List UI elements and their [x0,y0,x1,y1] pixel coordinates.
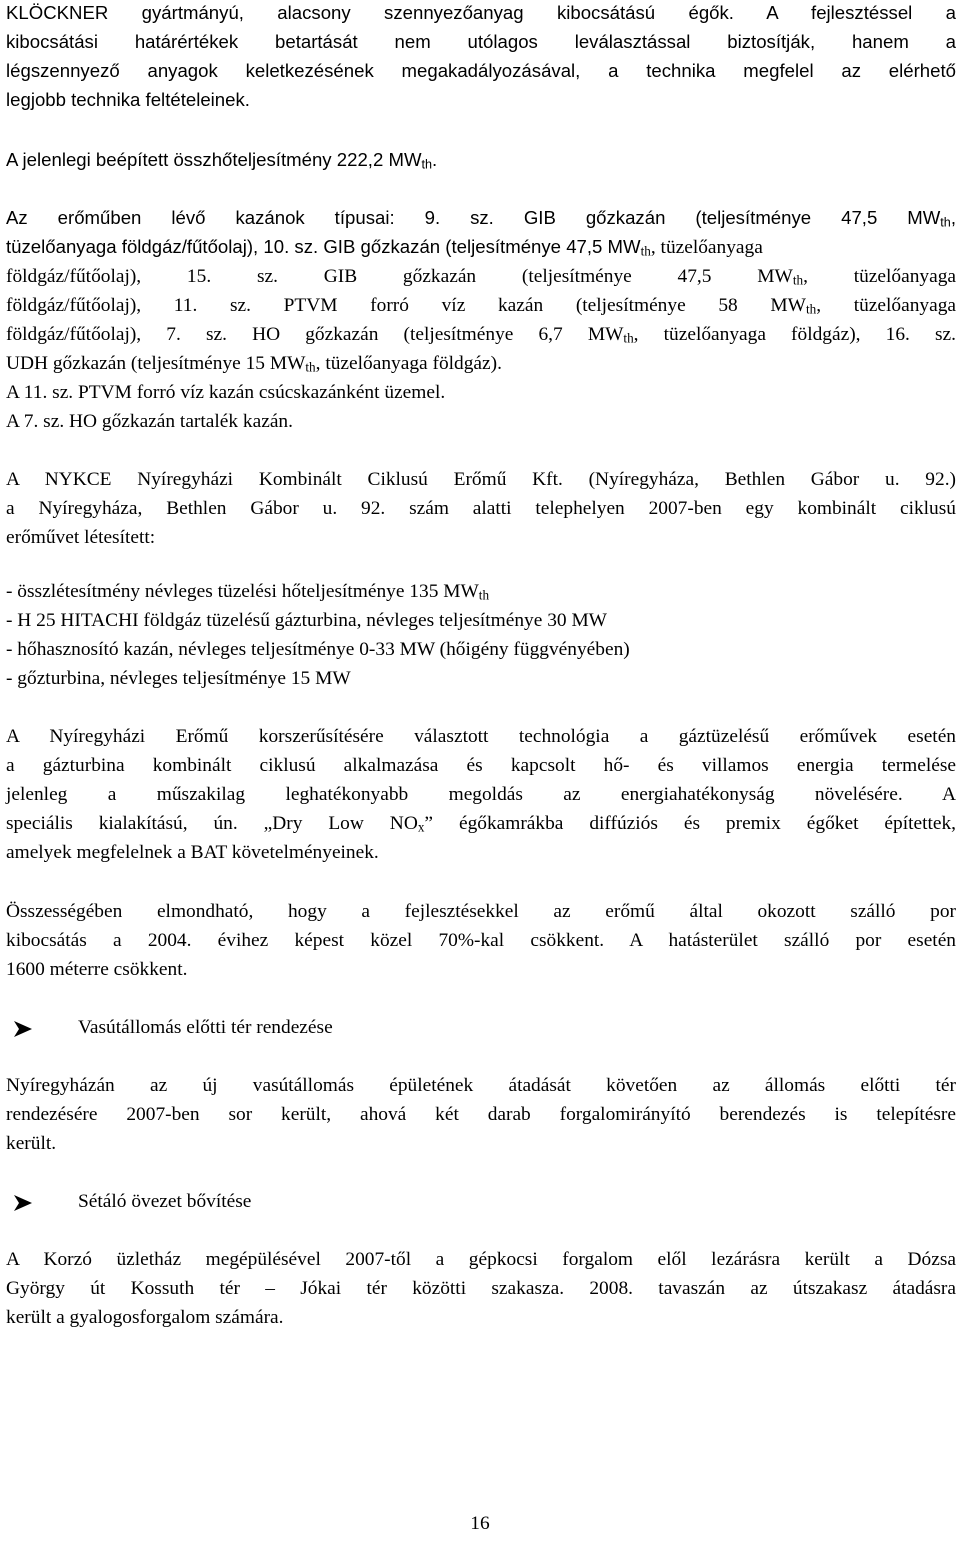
text-line [6,145,956,174]
text-line: KLÖCKNER gyártmányú, alacsony szennyezőanyag kibocsátású égők. A fejlesztéssel a [6,2,956,23]
text-span: földgáz/fűtőolaj), 7. sz. HO gőzkazán (teljesítménye 6,7 MW [6,324,624,345]
text-line: A 11. sz. PTVM forró víz kazán csúcskazánként üzemel. [6,382,446,403]
text-line: György út Kossuth tér – Jókai tér közötti szakasza. 2008. tavaszán az útszakasz átadásra [6,1278,956,1299]
paragraph-summary [6,897,956,984]
paragraph-nykce [6,465,956,552]
text-span: , tüzelőanyaga földgáz), 16. sz. [633,324,956,345]
paragraph-kloeckner-burners [6,0,956,114]
unit-subscript: th [478,587,490,603]
text-line: a gázturbina kombinált ciklusú alkalmazása és kapcsolt hő- és villamos energia termelése [6,755,956,776]
text-line: Összességében elmondható, hogy a fejlesztésekkel az erőmű által okozott szálló por [6,901,956,922]
text-line: 1600 méterre csökkent. [6,959,188,980]
text-span: , tüzelőanyaga [803,266,956,287]
text-line: Nyíregyházán az új vasútállomás épületének átadását követően az állomás előtti tér [6,1075,956,1096]
text-line: a Nyíregyháza, Bethlen Gábor u. 92. szám alatti telephelyen 2007-ben egy kombinált ciklusú [6,498,956,519]
text-span: tüzelőanyaga földgáz/fűtőolaj), 10. sz. GIB gőzkazán (teljesítménye 47,5 MW [6,236,641,257]
capacity-text: A jelenlegi beépített összhőteljesítmény 222,2 MW [6,149,422,170]
text-line [6,262,956,291]
heading-station-square [6,1013,333,1042]
arrowhead-bullet-icon [12,1194,34,1212]
text-line [6,203,956,232]
text-span: speciális kialakítású, ún. „Dry Low NO [6,813,418,834]
text-span: , tüzelőanyaga [650,237,763,258]
text-line: kibocsátás a 2004. évihez képest közel 70%-kal csökkent. A hatásterület szálló por esetén [6,930,956,951]
text-line [6,291,956,320]
text-line: légszennyező anyagok keletkezésének megakadályozásával, a technika megfelel az elérhető [6,60,956,81]
text-line: legjobb technika feltételeinek. [6,89,250,110]
page-number: 16 [470,1513,490,1534]
unit-subscript: th [805,301,817,317]
text-line: kibocsátási határértékek betartását nem utólagos leválasztással biztosítják, hanem a [6,31,956,52]
serif-tail [641,237,763,258]
spec-item: - hőhasznosító kazán, névleges teljesítménye 0-33 MW (hőigény függvényében) [6,639,630,660]
paragraph-station-square [6,1071,956,1158]
text-line: A Korzó üzletház megépülésével 2007-től a gépkocsi forgalom elől lezárásra került a Dózsa [6,1249,956,1270]
spec-list [6,577,956,693]
text-line: jelenleg a műszakilag leghatékonyabb megoldás az energiahatékonyság növelésére. A [6,784,956,805]
spec-item: - gőzturbina, névleges teljesítménye 15 MW [6,668,351,689]
text-line: A NYKCE Nyíregyházi Kombinált Ciklusú Erőmű Kft. (Nyíregyháza, Bethlen Gábor u. 92.) [6,469,956,490]
heading-text: Sétáló övezet bővítése [78,1191,252,1212]
text-span: , [950,207,956,228]
punctuation: . [432,149,438,170]
text-span: földgáz/fűtőolaj), 15. sz. GIB gőzkazán (teljesítménye 47,5 MW [6,266,793,287]
text-line [6,232,956,262]
unit-subscript: th [940,215,951,230]
text-line [6,349,956,378]
text-span: földgáz/fűtőolaj), 11. sz. PTVM forró víz kazán (teljesítménye 58 MW [6,295,806,316]
text-line: került. [6,1133,57,1154]
text-line: amelyek megfelelnek a BAT követelményeinek. [6,842,379,863]
paragraph-technology [6,722,956,867]
heading-text: Vasútállomás előtti tér rendezése [78,1017,333,1038]
text-line [6,320,956,349]
paragraph-walking-zone [6,1245,956,1332]
spec-item: - H 25 HITACHI földgáz tüzelésű gázturbina, névleges teljesítménye 30 MW [6,610,607,631]
text-line: rendezésére 2007-ben sor került, ahová két darab forgalomirányító berendezés is telepítésre [6,1104,956,1125]
heading-walking-zone [6,1187,251,1216]
arrowhead-bullet-icon [12,1020,34,1038]
unit-subscript: th [305,359,316,375]
text-span: Az erőműben lévő kazánok típusai: 9. sz. GIB gőzkazán (teljesítménye 47,5 MW [6,207,941,228]
text-span: UDH gőzkazán (teljesítménye 15 MW [6,353,306,374]
text-line: A 7. sz. HO gőzkazán tartalék kazán. [6,411,293,432]
unit-subscript: th [421,157,433,172]
unit-subscript: th [792,272,804,288]
text-line: került a gyalogosforgalom számára. [6,1307,284,1328]
text-span: , tüzelőanyaga [816,295,956,316]
text-line: erőművet létesített: [6,527,156,548]
unit-subscript: x [417,819,425,835]
text-span: , tüzelőanyaga földgáz). [315,353,502,374]
text-line: A Nyíregyházi Erőmű korszerűsítésére választott technológia a gáztüzelésű erőművek esetén [6,726,956,747]
unit-subscript: th [623,330,634,346]
text-line [6,809,956,838]
paragraph-boiler-types [6,203,956,436]
unit-subscript: th [640,243,651,259]
spec-item [6,577,956,606]
paragraph-installed-capacity [6,145,956,174]
text-span: ” égőkamrákba diffúziós és premix égőket építettek, [424,813,956,834]
text-span: - összlétesítmény névleges tüzelési hőteljesítménye 135 MW [6,581,479,602]
